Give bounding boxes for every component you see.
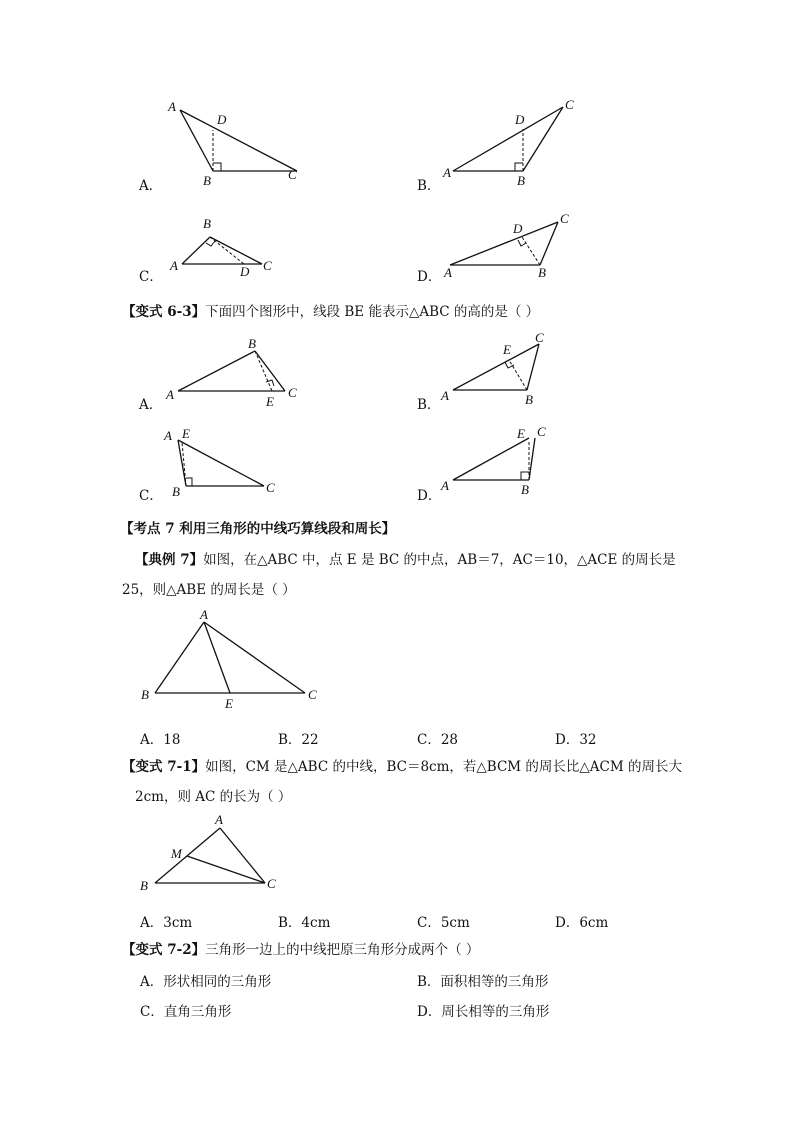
example-7-option-b[interactable]: B．22 [278,732,319,748]
v63-figure-a [160,333,310,413]
v63-option-b-label: B． [417,397,441,413]
fig-label-c: C [266,480,275,495]
variant-7-1-figure [135,810,295,895]
variant-7-1-line1 [122,757,682,777]
fig-label-a: A [168,99,176,114]
variant-7-2-question [122,940,479,960]
fig-label-c: C [288,167,297,182]
top-figure-a [160,95,310,195]
fig-label-b: B [521,482,529,497]
fig-label-c: C [560,211,569,226]
variant-7-1-option-b[interactable]: B．4cm [278,915,331,931]
fig-label-b: B [248,336,256,351]
variant-7-1-line2: 2cm，则 AC 的长为（ ） [135,789,292,805]
example-7-figure [135,605,335,710]
option-a-label: A． [139,178,163,194]
fig-label-m: M [171,846,182,861]
fig-label-c: C [288,385,297,400]
v63-figure-d [435,420,585,505]
variant-7-2-tag: 【变式 7-2】 [122,942,206,958]
variant-7-2-text: 三角形一边上的中线把原三角形分成两个（ ） [205,942,480,958]
option-d-label: D． [417,269,442,285]
option-c-label: C． [139,269,163,285]
fig-label-b: B [141,687,149,702]
section-7-heading: 【考点 7 利用三角形的中线巧算线段和周长】 [120,521,396,537]
variant-7-1-text: 如图，CM 是△ABC 的中线，BC＝8cm，若△BCM 的周长比△ACM 的周长大 [205,759,682,775]
top-figure-c [160,212,290,282]
example-7-line2: 25，则△ABE 的周长是（ ） [122,582,296,598]
fig-label-e: E [225,696,233,711]
fig-label-a: A [441,388,449,403]
variant-6-3-tag: 【变式 6-3】 [122,304,206,320]
variant-7-1-option-d[interactable]: D．6cm [555,915,609,931]
example-7-option-d[interactable]: D．32 [555,732,597,748]
fig-label-d: D [515,112,525,127]
variant-7-2-option-c[interactable]: C．直角三角形 [140,1004,232,1020]
variant-6-3-question [122,302,539,322]
example-7-tag: 【典例 7】 [135,552,204,568]
example-7-text: 如图，在△ABC 中，点 E 是 BC 的中点，AB＝7，AC＝10，△ACE 的周长是 [203,552,676,568]
v63-option-c-label: C． [139,488,163,504]
variant-7-1-option-c[interactable]: C．5cm [417,915,470,931]
variant-7-2-option-b[interactable]: B．面积相等的三角形 [417,974,549,990]
fig-label-a: A [170,258,178,273]
fig-label-c: C [267,876,276,891]
variant-7-2-option-a[interactable]: A．形状相同的三角形 [140,974,272,990]
fig-label-c: C [537,424,546,439]
fig-label-c: C [308,687,317,702]
fig-label-a: A [443,165,451,180]
fig-label-a: A [441,478,449,493]
fig-label-e: E [503,342,511,357]
fig-label-d: D [217,112,227,127]
fig-label-b: B [525,392,533,407]
v63-option-d-label: D． [417,488,442,504]
example-7-option-c[interactable]: C．28 [417,732,459,748]
fig-label-a: A [200,607,208,622]
fig-label-b: B [517,173,525,188]
fig-label-c: C [565,97,574,112]
fig-label-b: B [140,878,148,893]
fig-label-b: B [172,484,180,499]
fig-label-a: A [166,387,174,402]
fig-label-e: E [266,394,274,409]
fig-label-c: C [535,330,544,345]
example-7-line1 [135,550,676,570]
fig-label-c: C [263,258,272,273]
fig-label-b: B [538,265,546,280]
fig-label-d: D [240,264,250,279]
v63-option-a-label: A． [139,397,163,413]
variant-7-1-tag: 【变式 7-1】 [122,759,206,775]
top-figure-b [435,95,585,195]
top-figure-d [440,205,590,285]
variant-6-3-text: 下面四个图形中，线段 BE 能表示△ABC 的高的是（ ） [205,304,540,320]
option-b-label: B． [417,178,441,194]
example-7-option-a[interactable]: A．18 [140,732,181,748]
fig-label-a: A [215,812,223,827]
v63-figure-b [435,328,585,413]
fig-label-b: B [203,173,211,188]
variant-7-2-option-d[interactable]: D．周长相等的三角形 [417,1004,550,1020]
variant-7-1-option-a[interactable]: A．3cm [140,915,193,931]
fig-label-d: D [513,221,523,236]
fig-label-b: B [203,216,211,231]
fig-label-e: E [517,426,525,441]
fig-label-a: A [164,428,172,443]
fig-label-e: E [182,426,190,441]
fig-label-a: A [444,265,452,280]
v63-figure-c [160,422,290,507]
